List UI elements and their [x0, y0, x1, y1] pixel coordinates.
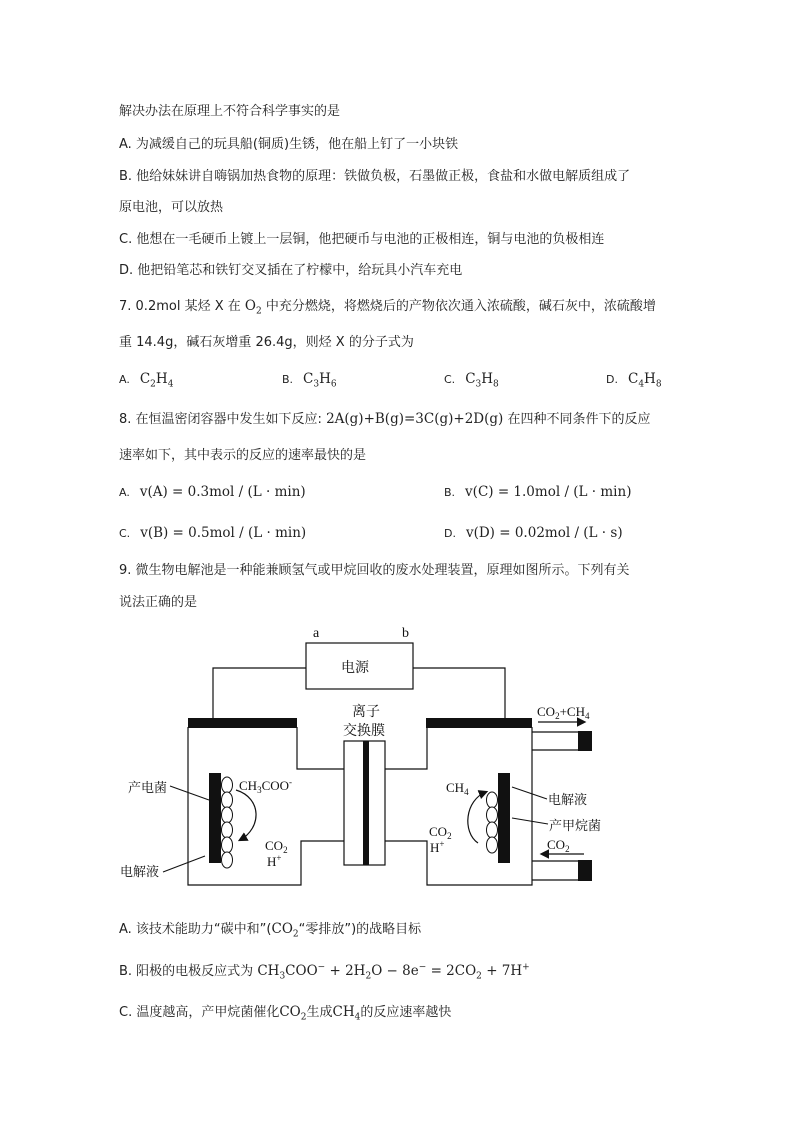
- option-label: B.: [282, 373, 294, 386]
- inlet-pipe: [532, 860, 592, 881]
- formula-c3h8: $C_3H_8$: [465, 371, 499, 390]
- right-hplus-label: H+: [430, 839, 445, 855]
- q9-option-c: [119, 1003, 451, 1022]
- left-bacteria-pointer: [170, 786, 209, 800]
- right-bacteria-pointer: [512, 818, 548, 824]
- rate-expression: v(A) = 0.3mol / (L · min): [139, 484, 306, 500]
- right-electrode: [498, 773, 510, 863]
- q9-line1: 9. 微生物电解池是一种能兼顾氢气或甲烷回收的废水处理装置，原理如图所示。下列有关: [119, 563, 630, 578]
- terminal-b-label: b: [402, 626, 409, 641]
- right-bacteria-label: 产甲烷菌: [549, 819, 602, 834]
- q9-option-b: [119, 962, 530, 981]
- membrane-core: [363, 741, 369, 865]
- option-label: A.: [119, 486, 130, 499]
- left-reaction-arrow: [236, 790, 256, 840]
- q9-option-a: [119, 920, 421, 939]
- formula-c3h6: $C_3H_6$: [303, 371, 337, 390]
- q6-option-b-line1: B. 他给妹妹讲自嗨锅加热食物的原理：铁做负极，石墨做正极，食盐和水做电解质组成了: [119, 169, 631, 184]
- q6-option-d: D. 他把铅笔芯和铁钉交叉插在了柠檬中，给玩具小汽车充电: [119, 263, 463, 278]
- left-bacteria-label: 产电菌: [128, 781, 168, 796]
- o2-formula: $O_2$: [244, 298, 262, 317]
- right-reaction-arrow: [468, 792, 486, 843]
- option-label: A.: [119, 373, 130, 386]
- membrane-label-1: 离子: [352, 704, 380, 720]
- option-label: D.: [444, 527, 456, 540]
- q9-option-c-tail: 的反应速率越快: [360, 1005, 452, 1020]
- outlet-pipe: [532, 731, 592, 751]
- outlet-label: $CO_2+CH_4$: [537, 704, 590, 721]
- ch4-label: $CH_4$: [446, 780, 469, 797]
- q9-option-a-tail: “零排放”)的战略目标: [298, 922, 422, 937]
- q6-option-a: A. 为减缓自己的玩具船(铜质)生锈，他在船上钉了一小块铁: [119, 137, 459, 152]
- right-electrolyte-pointer: [512, 787, 547, 799]
- q9-option-c-mid: 生成: [306, 1005, 333, 1020]
- q8-line1-b: 在四种不同条件下的反应: [507, 412, 651, 427]
- q8-equation: 2A(g)+B(g)=3C(g)+2D(g): [326, 411, 504, 427]
- q9-option-c-head: C. 温度越高，产甲烷菌催化: [119, 1005, 280, 1020]
- power-source-label: 电源: [341, 660, 369, 676]
- q7-line2: 重 14.4g，碱石灰增重 26.4g，则烃 X 的分子式为: [119, 335, 414, 350]
- option-label: D.: [606, 373, 618, 386]
- rate-expression: v(C) = 1.0mol / (L · min): [465, 484, 632, 500]
- left-electrolyte-label: 电解液: [120, 865, 160, 880]
- q7-line1-a: 7. 0.2mol 某烃 X 在: [119, 299, 241, 314]
- formula-c2h4: $C_2H_4$: [139, 371, 174, 390]
- ch4-formula: $CH_4$: [332, 1004, 361, 1023]
- option-label: B.: [444, 486, 456, 499]
- terminal-a-label: a: [313, 626, 320, 641]
- q6-intro: 解决办法在原理上不符合科学事实的是: [119, 104, 341, 119]
- right-lid: [426, 718, 532, 728]
- q7-line1-b: 中充分燃烧，将燃烧后的产物依次通入浓硫酸，碱石灰中，浓硫酸增: [265, 299, 656, 314]
- q6-option-c: C. 他想在一毛硬币上镀上一层铜，他把硬币与电池的正极相连，铜与电池的负极相连: [119, 232, 605, 247]
- formula-c4h8: $C_4H_8$: [627, 371, 662, 390]
- q9-option-a-head: A. 该技术能助力“碳中和”(: [119, 922, 272, 937]
- left-hplus-label: H+: [267, 853, 282, 869]
- left-lid: [188, 718, 297, 728]
- co2-formula: $CO_2$: [279, 1004, 307, 1023]
- left-electrode: [209, 773, 221, 863]
- right-bacteria-beads: [487, 792, 498, 853]
- q9-line2: 说法正确的是: [119, 595, 198, 610]
- anode-equation: $CH_3COO^- + 2H_2O - 8e^- = 2CO_2 + 7H^+$: [257, 962, 530, 982]
- co2-formula: $CO_2$: [271, 921, 299, 940]
- option-label: C.: [119, 527, 131, 540]
- membrane-label-2: 交换膜: [343, 723, 385, 739]
- left-electrolyte-pointer: [163, 856, 205, 872]
- q8-line2: 速率如下，其中表示的反应的速率最快的是: [119, 448, 367, 463]
- q6-option-b-line2: 原电池，可以放热: [119, 200, 224, 215]
- inlet-label: $CO_2$: [547, 837, 570, 854]
- q8-line1-a: 8. 在恒温密闭容器中发生如下反应:: [119, 412, 322, 427]
- right-co2-label: $CO_2$: [429, 824, 452, 841]
- left-bacteria-beads: [222, 777, 233, 868]
- option-label: C.: [444, 373, 456, 386]
- q9-option-b-head: B. 阳极的电极反应式为: [119, 964, 254, 979]
- rate-expression: v(D) = 0.02mol / (L · s): [465, 525, 623, 541]
- rate-expression: v(B) = 0.5mol / (L · min): [140, 525, 307, 541]
- left-co2-label: $CO_2$: [265, 838, 288, 855]
- right-electrolyte-label: 电解液: [548, 793, 588, 808]
- acetate-label: $CH_3COO^-$: [239, 777, 293, 795]
